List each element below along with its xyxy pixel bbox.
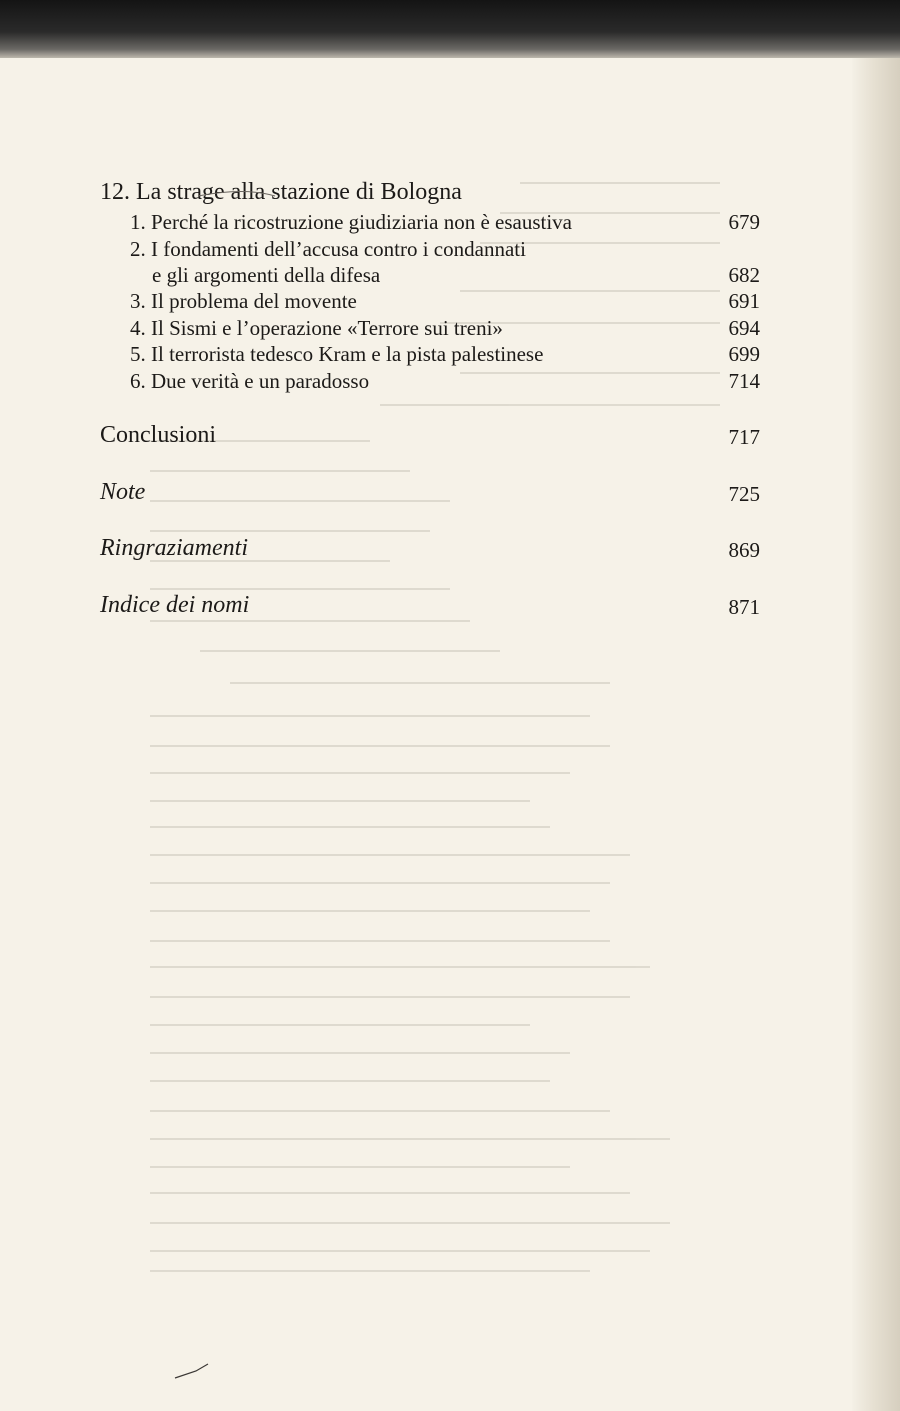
toc-section: 6. Due verità e un paradosso xyxy=(130,369,370,393)
toc-page-number: 725 xyxy=(728,482,760,506)
toc-ringraziamenti: Ringraziamenti xyxy=(100,535,248,561)
toc-page-number: 682 xyxy=(728,263,760,287)
toc-section: 4. Il Sismi e l’operazione «Terrore sui treni» xyxy=(130,316,503,340)
toc-page-number: 717 xyxy=(728,425,760,449)
toc-page-number: 871 xyxy=(728,595,760,619)
toc-section: 3. Il problema del movente xyxy=(130,289,357,313)
toc-page-number: 691 xyxy=(728,289,760,313)
toc-section: 1. Perché la ricostruzione giudiziaria non è esaustiva xyxy=(130,210,573,234)
toc-note: Note xyxy=(100,479,146,505)
toc-conclusioni: Conclusioni xyxy=(100,422,217,448)
toc-page-number: 679 xyxy=(728,210,760,234)
toc-section: 5. Il terrorista tedesco Kram e la pista palestinese xyxy=(130,342,544,366)
toc-section: 2. I fondamenti dell’accusa contro i condannati xyxy=(130,237,526,261)
toc-page-number: 699 xyxy=(728,342,760,366)
chapter-title: 12. La strage alla stazione di Bologna xyxy=(100,179,462,205)
toc-page-number: 714 xyxy=(728,369,760,393)
toc-indice-dei-nomi: Indice dei nomi xyxy=(100,592,250,618)
toc-page-number: 869 xyxy=(728,538,760,562)
toc-page-number: 694 xyxy=(728,316,760,340)
toc-section-continuation: e gli argomenti della difesa xyxy=(152,263,381,287)
